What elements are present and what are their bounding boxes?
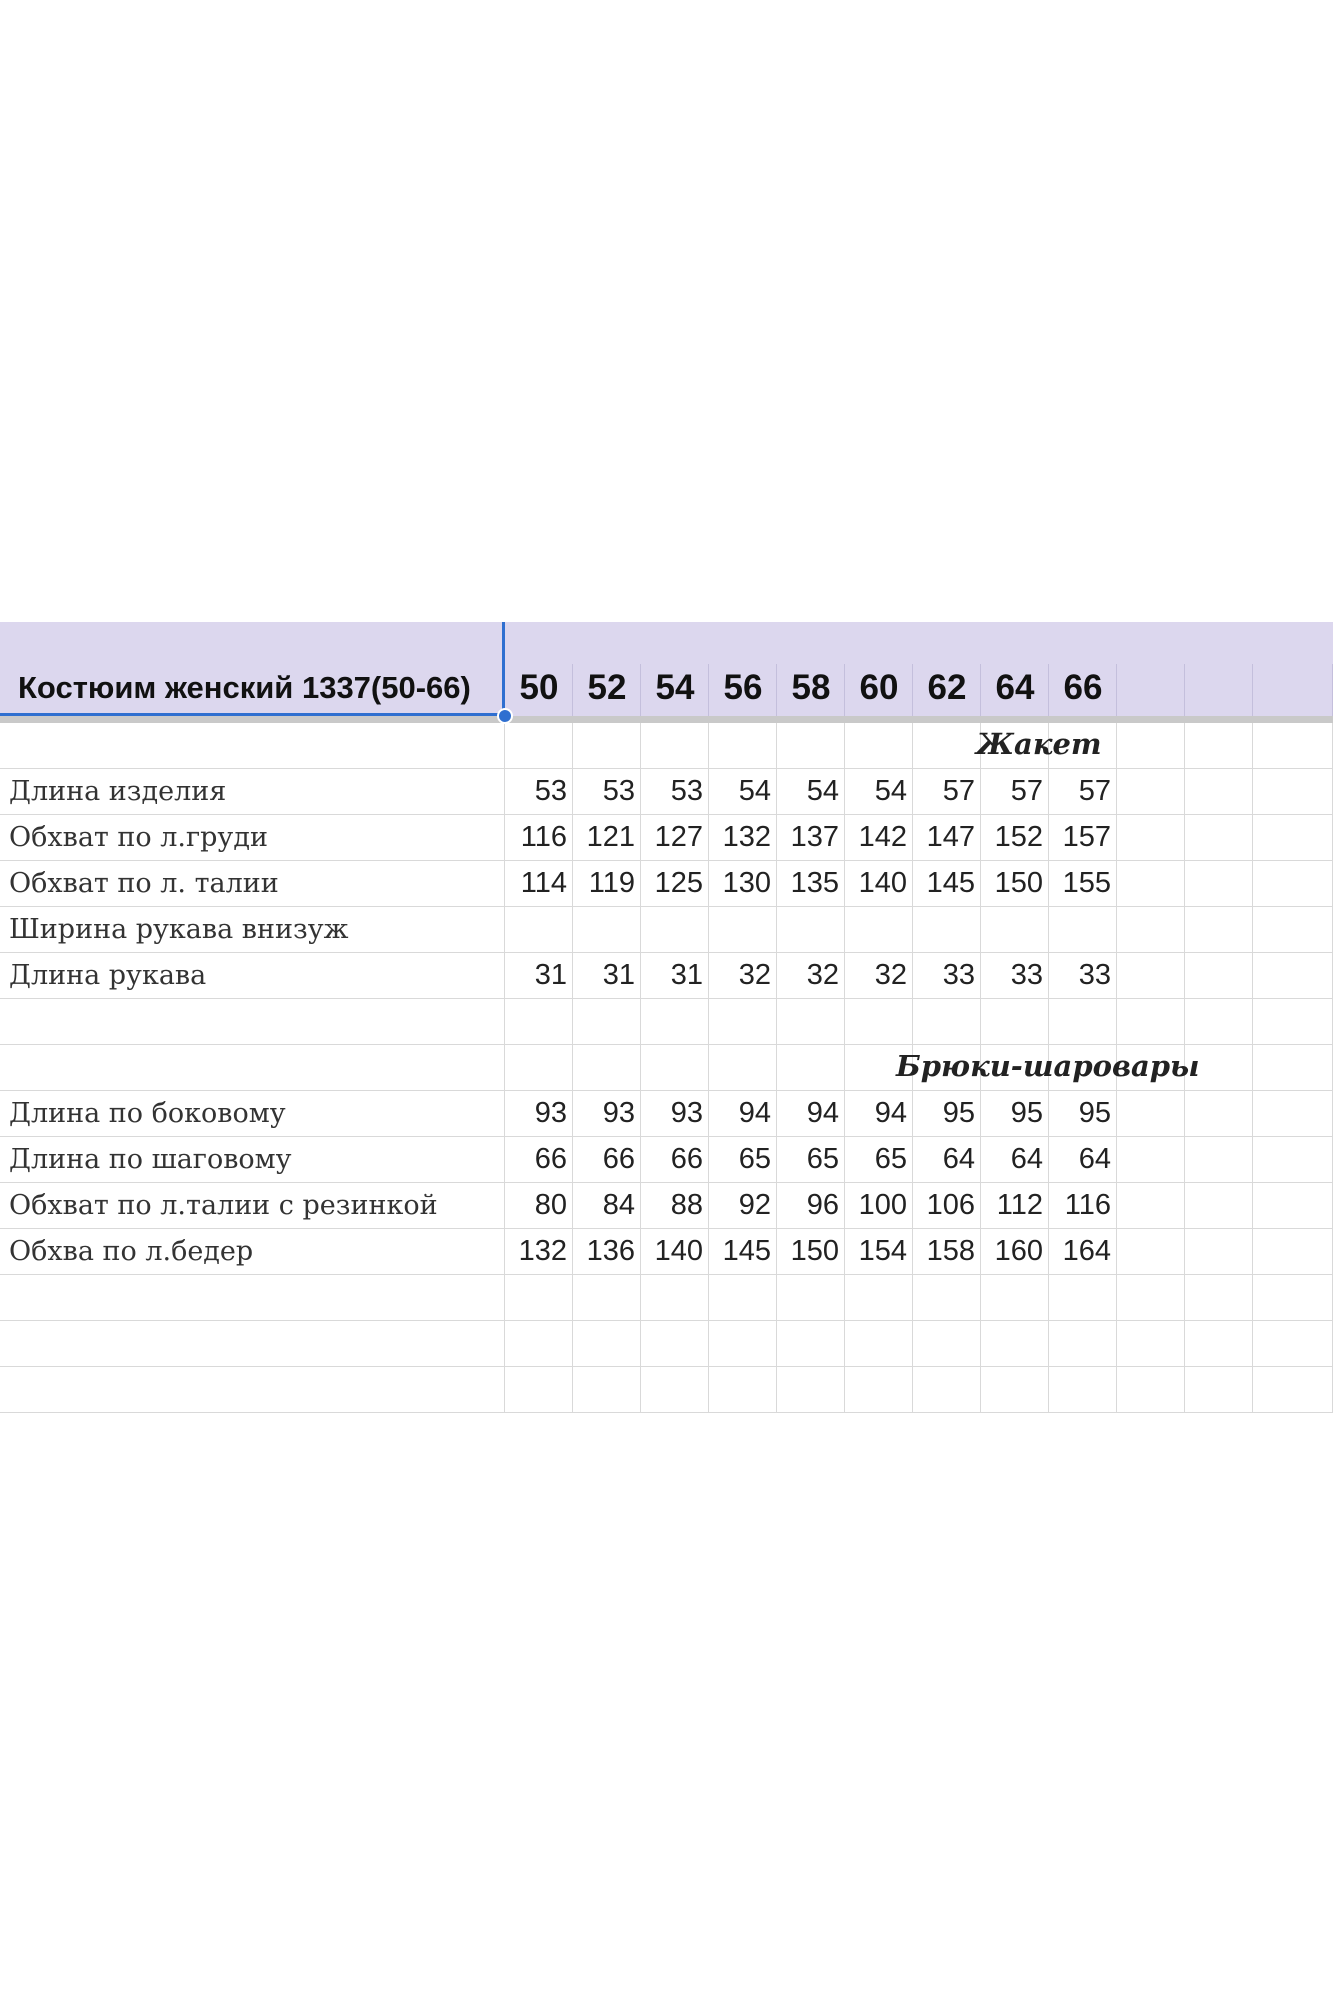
value-cell: 92 xyxy=(738,1189,771,1221)
row-label: Ширина рукава внизуж xyxy=(9,914,349,945)
grid-cell[interactable] xyxy=(641,1275,709,1321)
grid-cell[interactable] xyxy=(1117,815,1185,861)
grid-cell[interactable] xyxy=(1253,1183,1333,1229)
grid-cell[interactable] xyxy=(0,1045,505,1091)
grid-cell[interactable] xyxy=(1253,1367,1333,1413)
grid-cell[interactable] xyxy=(845,723,913,769)
grid-cell[interactable] xyxy=(1185,815,1253,861)
value-cell: 94 xyxy=(874,1097,907,1129)
grid-cell[interactable] xyxy=(1253,723,1333,769)
value-cell: 147 xyxy=(926,821,975,853)
grid-cell[interactable] xyxy=(641,1045,709,1091)
value-cell: 33 xyxy=(1010,959,1043,991)
grid-cell[interactable] xyxy=(573,999,641,1045)
grid-cell[interactable] xyxy=(1253,907,1333,953)
value-cell: 53 xyxy=(534,775,567,807)
value-cell: 54 xyxy=(874,775,907,807)
row-label: Обхват по л.талии с резинкой xyxy=(9,1190,438,1221)
value-cell: 33 xyxy=(1078,959,1111,991)
grid-cell[interactable] xyxy=(709,907,777,953)
value-cell: 32 xyxy=(874,959,907,991)
value-cell: 116 xyxy=(520,821,567,853)
grid-cell[interactable] xyxy=(1185,1321,1253,1367)
value-cell: 160 xyxy=(994,1235,1043,1267)
grid-cell[interactable] xyxy=(1049,1321,1117,1367)
value-cell: 132 xyxy=(518,1235,567,1267)
grid-cell[interactable] xyxy=(709,999,777,1045)
value-cell: 137 xyxy=(790,821,839,853)
grid-cell[interactable] xyxy=(1117,999,1185,1045)
header-cell[interactable] xyxy=(1253,664,1333,716)
row-label: Обхва по л.бедер xyxy=(9,1236,254,1267)
value-cell: 116 xyxy=(1064,1189,1111,1221)
grid-cell[interactable] xyxy=(709,1367,777,1413)
value-cell: 31 xyxy=(670,959,703,991)
value-cell: 65 xyxy=(806,1143,839,1175)
value-cell: 54 xyxy=(738,775,771,807)
grid-cell[interactable] xyxy=(641,1367,709,1413)
row-label: Длина рукава xyxy=(9,960,207,991)
grid-cell[interactable] xyxy=(845,1275,913,1321)
value-cell: 65 xyxy=(874,1143,907,1175)
row-label: Длина изделия xyxy=(9,776,227,807)
section-title-trousers: Брюки-шаровары xyxy=(896,1049,1200,1083)
value-cell: 94 xyxy=(806,1097,839,1129)
grid-cell[interactable] xyxy=(1185,1275,1253,1321)
grid-cell[interactable] xyxy=(1253,769,1333,815)
grid-cell[interactable] xyxy=(1185,953,1253,999)
size-header: 66 xyxy=(1063,668,1103,707)
value-cell: 66 xyxy=(602,1143,635,1175)
grid-cell[interactable] xyxy=(845,1367,913,1413)
grid-cell[interactable] xyxy=(1117,861,1185,907)
grid-cell[interactable] xyxy=(981,907,1049,953)
grid-cell[interactable] xyxy=(641,999,709,1045)
grid-cell[interactable] xyxy=(1253,999,1333,1045)
grid-cell[interactable] xyxy=(1185,723,1253,769)
grid-cell[interactable] xyxy=(1185,907,1253,953)
grid-cell[interactable] xyxy=(709,1321,777,1367)
value-cell: 64 xyxy=(942,1143,975,1175)
grid-cell[interactable] xyxy=(981,1367,1049,1413)
grid-cell[interactable] xyxy=(505,999,573,1045)
grid-cell[interactable] xyxy=(573,1275,641,1321)
grid-cell[interactable] xyxy=(0,1275,505,1321)
grid-cell[interactable] xyxy=(573,1045,641,1091)
row-label: Обхват по л. талии xyxy=(9,868,279,899)
grid-cell[interactable] xyxy=(573,723,641,769)
value-cell: 31 xyxy=(602,959,635,991)
grid-cell[interactable] xyxy=(0,999,505,1045)
grid-cell[interactable] xyxy=(1117,1091,1185,1137)
value-cell: 135 xyxy=(790,867,839,899)
grid-cell[interactable] xyxy=(1253,1275,1333,1321)
grid-cell[interactable] xyxy=(505,1275,573,1321)
grid-cell[interactable] xyxy=(505,1367,573,1413)
value-cell: 80 xyxy=(534,1189,567,1221)
grid-cell[interactable] xyxy=(1253,1229,1333,1275)
grid-cell[interactable] xyxy=(1253,1091,1333,1137)
value-cell: 127 xyxy=(654,821,703,853)
grid-cell[interactable] xyxy=(0,723,505,769)
grid-cell[interactable] xyxy=(1185,1229,1253,1275)
value-cell: 53 xyxy=(602,775,635,807)
value-cell: 96 xyxy=(806,1189,839,1221)
grid-cell[interactable] xyxy=(1117,1275,1185,1321)
header-cell[interactable] xyxy=(1117,664,1185,716)
grid-cell[interactable] xyxy=(1185,1183,1253,1229)
value-cell: 114 xyxy=(520,867,567,899)
grid-cell[interactable] xyxy=(1117,1183,1185,1229)
header-cell[interactable] xyxy=(1185,664,1253,716)
grid-cell[interactable] xyxy=(913,999,981,1045)
size-header: 50 xyxy=(519,668,559,707)
value-cell: 95 xyxy=(1078,1097,1111,1129)
grid-cell[interactable] xyxy=(845,1321,913,1367)
value-cell: 154 xyxy=(858,1235,907,1267)
size-header: 60 xyxy=(859,668,899,707)
grid-cell[interactable] xyxy=(1117,907,1185,953)
value-cell: 112 xyxy=(996,1189,1043,1221)
size-header: 58 xyxy=(791,668,831,707)
grid-cell[interactable] xyxy=(1049,1367,1117,1413)
sheet-title: Костюим женский 1337(50-66) xyxy=(18,670,471,705)
size-header: 56 xyxy=(723,668,763,707)
grid-cell[interactable] xyxy=(505,907,573,953)
grid-cell[interactable] xyxy=(845,999,913,1045)
value-cell: 158 xyxy=(926,1235,975,1267)
value-cell: 130 xyxy=(722,867,771,899)
grid-cell[interactable] xyxy=(1117,953,1185,999)
value-cell: 157 xyxy=(1062,821,1111,853)
value-cell: 95 xyxy=(1010,1097,1043,1129)
value-cell: 145 xyxy=(722,1235,771,1267)
value-cell: 94 xyxy=(738,1097,771,1129)
grid-cell[interactable] xyxy=(777,723,845,769)
grid-cell[interactable] xyxy=(1049,999,1117,1045)
spreadsheet xyxy=(0,622,1333,1376)
grid-cell[interactable] xyxy=(709,1275,777,1321)
grid-cell[interactable] xyxy=(709,723,777,769)
grid-cell[interactable] xyxy=(641,907,709,953)
value-cell: 164 xyxy=(1062,1235,1111,1267)
grid-cell[interactable] xyxy=(1253,1137,1333,1183)
grid-cell[interactable] xyxy=(1117,769,1185,815)
value-cell: 66 xyxy=(670,1143,703,1175)
value-cell: 88 xyxy=(670,1189,703,1221)
value-cell: 93 xyxy=(602,1097,635,1129)
value-cell: 64 xyxy=(1010,1143,1043,1175)
row-label: Длина по боковому xyxy=(9,1098,286,1129)
grid-cell[interactable] xyxy=(777,1275,845,1321)
value-cell: 155 xyxy=(1062,867,1111,899)
grid-cell[interactable] xyxy=(1253,815,1333,861)
grid-cell[interactable] xyxy=(913,723,981,769)
selected-title-cell[interactable] xyxy=(0,622,505,716)
header-separator xyxy=(0,716,1333,723)
grid-cell[interactable] xyxy=(709,1045,777,1091)
grid-cell[interactable] xyxy=(1185,999,1253,1045)
grid-cell[interactable] xyxy=(1117,723,1185,769)
value-cell: 54 xyxy=(806,775,839,807)
grid-cell[interactable] xyxy=(641,1321,709,1367)
grid-cell[interactable] xyxy=(981,1321,1049,1367)
grid-cell[interactable] xyxy=(777,1045,845,1091)
value-cell: 57 xyxy=(1078,775,1111,807)
grid-cell[interactable] xyxy=(1117,1321,1185,1367)
grid-cell[interactable] xyxy=(981,999,1049,1045)
grid-cell[interactable] xyxy=(1049,1275,1117,1321)
value-cell: 57 xyxy=(942,775,975,807)
row-label: Длина по шаговому xyxy=(9,1144,292,1175)
grid-cell[interactable] xyxy=(1185,769,1253,815)
value-cell: 57 xyxy=(1010,775,1043,807)
value-cell: 121 xyxy=(586,821,635,853)
grid-cell[interactable] xyxy=(1117,1137,1185,1183)
value-cell: 132 xyxy=(722,821,771,853)
value-cell: 64 xyxy=(1078,1143,1111,1175)
grid-cell[interactable] xyxy=(1253,1321,1333,1367)
grid-cell[interactable] xyxy=(573,1321,641,1367)
value-cell: 119 xyxy=(588,867,635,899)
value-cell: 53 xyxy=(670,775,703,807)
grid-cell[interactable] xyxy=(913,907,981,953)
grid-cell[interactable] xyxy=(1117,1229,1185,1275)
value-cell: 125 xyxy=(654,867,703,899)
grid-cell[interactable] xyxy=(777,1367,845,1413)
grid-cell[interactable] xyxy=(641,723,709,769)
grid-cell[interactable] xyxy=(777,1321,845,1367)
grid-cell[interactable] xyxy=(913,1321,981,1367)
grid-cell[interactable] xyxy=(505,1321,573,1367)
value-cell: 140 xyxy=(858,867,907,899)
grid-cell[interactable] xyxy=(1185,1367,1253,1413)
value-cell: 84 xyxy=(602,1189,635,1221)
grid-cell[interactable] xyxy=(913,1275,981,1321)
size-header: 52 xyxy=(587,668,627,707)
grid-cell[interactable] xyxy=(505,723,573,769)
grid-cell[interactable] xyxy=(573,1367,641,1413)
grid-cell[interactable] xyxy=(1253,1045,1333,1091)
grid-cell[interactable] xyxy=(913,1367,981,1413)
row-label: Обхват по л.груди xyxy=(9,822,268,853)
selection-fill-handle[interactable] xyxy=(497,708,513,724)
grid-cell[interactable] xyxy=(845,907,913,953)
size-header: 62 xyxy=(927,668,967,707)
grid-cell[interactable] xyxy=(1185,1091,1253,1137)
grid-cell[interactable] xyxy=(1185,1137,1253,1183)
grid-cell[interactable] xyxy=(1117,1367,1185,1413)
value-cell: 66 xyxy=(534,1143,567,1175)
grid-cell[interactable] xyxy=(505,1045,573,1091)
section-title-jacket: Жакет xyxy=(976,727,1102,761)
size-header: 64 xyxy=(995,668,1035,707)
grid-cell[interactable] xyxy=(777,999,845,1045)
value-cell: 140 xyxy=(654,1235,703,1267)
value-cell: 31 xyxy=(534,959,567,991)
value-cell: 152 xyxy=(994,821,1043,853)
value-cell: 136 xyxy=(586,1235,635,1267)
value-cell: 33 xyxy=(942,959,975,991)
grid-cell[interactable] xyxy=(0,1321,505,1367)
grid-cell[interactable] xyxy=(777,907,845,953)
value-cell: 65 xyxy=(738,1143,771,1175)
grid-cell[interactable] xyxy=(1049,907,1117,953)
value-cell: 150 xyxy=(790,1235,839,1267)
value-cell: 100 xyxy=(858,1189,907,1221)
grid-cell[interactable] xyxy=(981,1275,1049,1321)
grid-cell[interactable] xyxy=(0,1367,505,1413)
value-cell: 145 xyxy=(926,867,975,899)
value-cell: 142 xyxy=(858,821,907,853)
value-cell: 106 xyxy=(926,1189,975,1221)
value-cell: 32 xyxy=(738,959,771,991)
grid-cell[interactable] xyxy=(573,907,641,953)
value-cell: 93 xyxy=(534,1097,567,1129)
size-header: 54 xyxy=(655,668,695,707)
value-cell: 93 xyxy=(670,1097,703,1129)
grid-cell[interactable] xyxy=(1253,861,1333,907)
grid-cell[interactable] xyxy=(1253,953,1333,999)
value-cell: 32 xyxy=(806,959,839,991)
grid-cell[interactable] xyxy=(1185,861,1253,907)
value-cell: 95 xyxy=(942,1097,975,1129)
value-cell: 150 xyxy=(994,867,1043,899)
